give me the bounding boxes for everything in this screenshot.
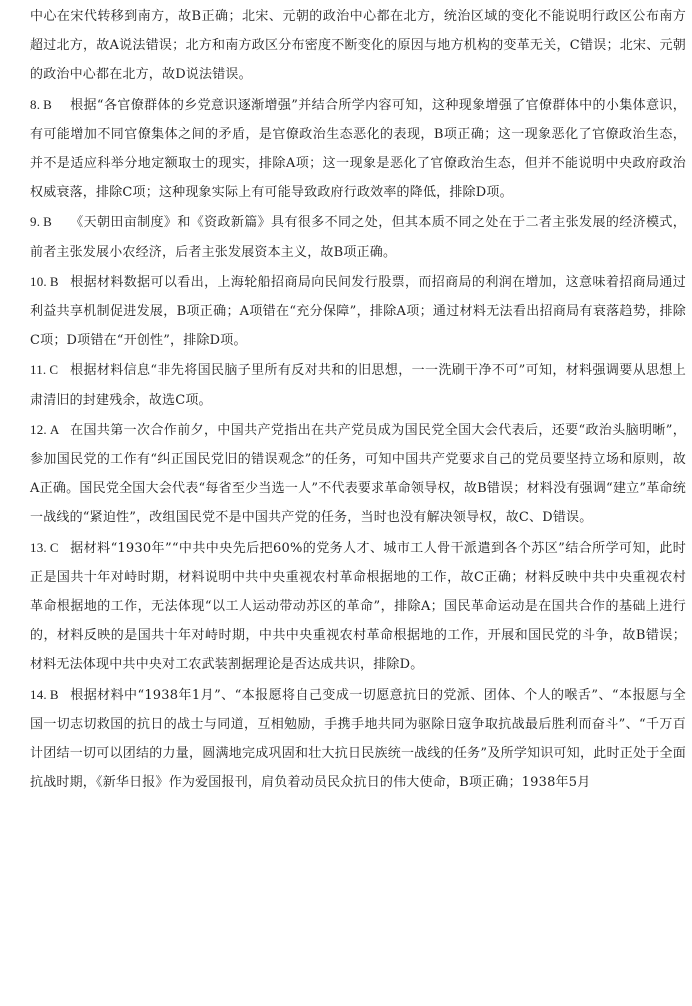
answer-item-8 [30,90,686,208]
item-number-label: 10. B [30,273,59,289]
item-number-label: 14. B [30,686,59,702]
item-number-label: 11. C [30,362,59,378]
answer-item-14 [30,680,686,798]
answer-item-12 [30,415,686,533]
item-explanation: 《天朝田亩制度》和《资政新篇》具有很多不同之处，但其本质不同之处在于二者主张发展的经济模式，前者主张发展小农经济，后者主张发展资本主义，故B项正确。 [30,215,686,260]
answer-item-11 [30,355,686,414]
answer-items-list [30,90,686,798]
item-explanation: 根据材料中“1938年1月”、“本报愿将自己变成一切愿意抗日的党派、团体、个人的喉舌”、“本报愿与全国一切志切救国的抗日的战士与同道，互相勉励，手携手地共同为驱除日寇争取抗战最后胜利而奋斗”、“千万百计团结一切可以团结的力量，圆满地完成巩固和壮大抗日民族统一战线的任务”及所学知识可知，此时正处于全面抗战时期，《新华日报》作为爱国报刊，肩负着动员民众抗日的伟大使命，B项正确；1938年5月 [30,687,686,791]
item-number-label: 13. C [30,539,59,555]
answer-item-10 [30,267,686,356]
item-number-label: 12. A [30,421,60,437]
item-number-label: 8. B [30,96,53,112]
answer-item-13 [30,533,686,680]
answer-item-9 [30,207,686,266]
item-explanation: 根据材料数据可以看出，上海轮船招商局向民间发行股票，而招商局的利润在增加，这意味着招商局通过利益共享机制促进发展，B项正确；A项错在“充分保障”，排除A项；通过材料无法看出招商局有衰落趋势，排除C项；D项错在“开创性”，排除D项。 [30,274,686,349]
item-number-label: 9. B [30,214,53,230]
item-explanation: 在国共第一次合作前夕，中国共产党指出在共产党员成为国民党全国大会代表后，还要“政治头脑明晰”，参加国民党的工作有“纠正国民党旧的错误观念”的任务，可知中国共产党要求自己的党员要坚持立场和原则，故A正确。国民党全国大会代表“每省至少当选一人”不代表要求革命领导权，故B错误；材料没有强调“建立”革命统一战线的“紧迫性”，改组国民党不是中国共产党的任务，当时也没有解决领导权，故C、D错误。 [30,422,686,526]
item-explanation: 据材料“1930年”“中共中央先后把60%的党务人才、城市工人骨干派遣到各个苏区”结合所学可知，此时正是国共十年对峙时期，材料说明中共中央重视农村革命根据地的工作，故C正确；材料反映中共中央重视农村革命根据地的工作，无法体现“以工人运动带动苏区的革命”，排除A；国民革命运动是在国共合作的基础上进行的，材料反映的是国共十年对峙时期，中共中央重视农村革命根据地的工作，开展和国民党的斗争，故B错误；材料无法体现中共中央对工农武装割据理论是否达成共识，排除D。 [30,540,686,673]
item-explanation: 根据材料信息“非先将国民脑子里所有反对共和的旧思想，一一洗刷干净不可”可知，材料强调要从思想上肃清旧的封建残余，故选C项。 [30,363,686,408]
continuation-paragraph: 中心在宋代转移到南方，故B正确；北宋、元朝的政治中心都在北方，统治区域的变化不能说明行政区公布南方超过北方，故A说法错误；北方和南方政区分布密度不断变化的原因与地方机构的变革无关，C错误；北宋、元朝的政治中心都在北方，故D说法错误。 [30,9,686,83]
item-explanation: 根据“各官僚群体的乡党意识逐渐增强”并结合所学内容可知，这种现象增强了官僚群体中的小集体意识，有可能增加不同官僚集体之间的矛盾，是官僚政治生态恶化的表现，B项正确；这一现象恶化了官僚政治生态，并不是适应科举分地定额取士的现实，排除A项；这一现象是恶化了官僚政治生态，但并不能说明中央政府政治权威衰落，排除C项；这种现象实际上有可能导致政府行政效率的降低，排除D项。 [30,97,686,201]
